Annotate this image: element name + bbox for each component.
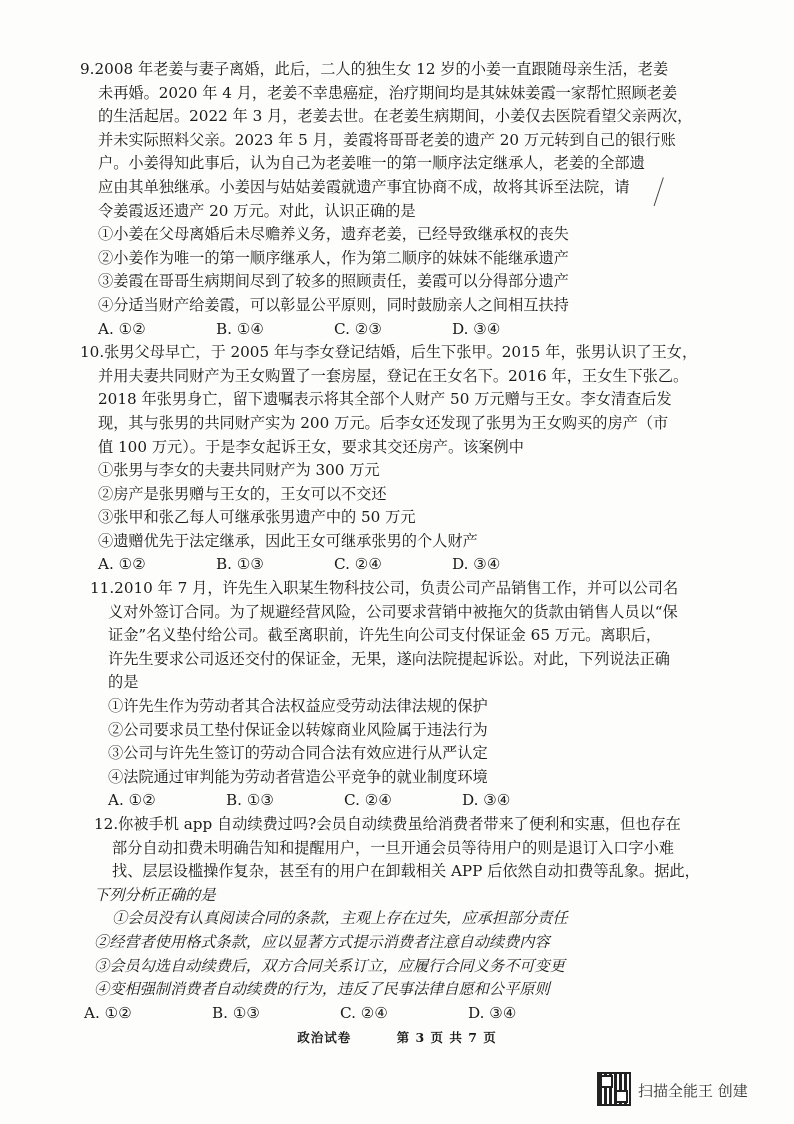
option-1: ①小姜在父母离婚后未尽赡养义务，遗弃老姜，已经导致继承权的丧失 [98,225,569,244]
option-4: ④遗赠优先于法定继承，因此王女可继承张男的个人财产 [98,531,478,550]
option-3: ③公司与许先生签订的劳动合同合法有效应进行从严认定 [108,744,488,763]
question-text-line: 义对外签订合同。为了规避经营风险，公司要求营销中被拖欠的货款由销售人员以“保 [108,602,678,621]
question-9 [80,58,693,341]
option-2: ②小姜作为唯一的第一顺序继承人，作为第二顺序的妹妹不能继承遗产 [98,248,569,267]
option-2: ②公司要求员工垫付保证金以转嫁商业风险属于违法行为 [108,720,488,739]
question-10 [80,341,698,577]
footer-subject: 政治试卷 [297,1030,352,1045]
questions-area [80,58,700,1025]
option-2: ②房产是张男赠与王女的，王女可以不交还 [98,484,387,503]
question-text-line: 下列分析正确的是 [94,885,216,904]
question-text-line: 并未实际照料父亲。2023 年 5 月，姜霞将哥哥老姜的遗产 20 万元转到自己的银行账 [98,130,676,149]
question-12 [84,813,700,1025]
choice-d: D. ③④ [452,555,501,574]
question-text-line: 10.张男父母早亡，于 2005 年与李女登记结婚，后生下张甲。2015 年，张男认识了王女， [80,343,698,362]
option-1: ①张男与李女的夫妻共同财产为 300 万元 [98,461,380,480]
option-4: ④分适当财产给姜霞，可以彰显公平原则，同时鼓励亲人之间相互扶持 [98,295,569,314]
choice-b: B. ①④ [216,319,265,338]
question-text-line: 并用夫妻共同财产为王女购置了一套房屋，登记在王女名下。2016 年，王女生下张乙。 [98,366,689,385]
footer-page-number: 第 3 页 共 7 页 [396,1030,497,1045]
choice-d: D. ③④ [452,319,501,338]
answer-choices [66,1002,680,1026]
option-2: ②经营者使用格式条款，应以显著方式提示消费者注意自动续费内容 [94,932,550,951]
choice-a: A. ①② [98,555,146,574]
question-text-line: 部分自动扣费未明确告知和提醒用户，一旦开通会员等待用户的则是退订入口字小难 [112,838,674,857]
choice-c: C. ②③ [334,319,382,338]
option-3: ③姜霞在哥哥生病期间尽到了较多的照顾责任，姜霞可以分得部分遗产 [98,272,569,291]
question-text-line: 11.2010 年 7 月，许先生入职某生物科技公司，负责公司产品销售工作，并可以公司名 [90,579,679,598]
question-text-line: 证金”名义垫付给公司。截至离职前，许先生向公司支付保证金 65 万元。离职后， [108,626,662,645]
option-3: ③张甲和张乙每人可继承张男遗产中的 50 万元 [98,508,416,527]
page-footer [0,1028,794,1046]
option-1: ①会员没有认真阅读合同的条款，主观上存在过失，应承担部分责任 [112,909,568,928]
choice-d: D. ③④ [462,791,511,810]
choice-b: B. ①③ [212,1003,261,1022]
question-text-line: 许先生要求公司返还交付的保证金，无果，遂向法院提起诉讼。对此，下列说法正确 [108,649,670,668]
question-text-line: 12.你被手机 app 自动续费过吗?会员自动续费虽给消费者带来了便利和实惠，但也存在 [94,815,681,833]
question-text-line: 值 100 万元）。于是李女起诉王女，要求其交还房产。该案例中 [98,437,524,456]
question-text-line: 的生活起居。2022 年 3 月，老姜去世。在老姜生病期间，小姜仅去医院看望父亲两次， [98,107,693,126]
choice-d: D. ③④ [468,1003,517,1022]
qr-code-icon [597,1072,631,1106]
choice-c: C. ②④ [334,555,382,574]
answer-choices [80,553,680,577]
choice-b: B. ①③ [216,555,265,574]
question-text-line: 未再婚。2020 年 4 月，老姜不幸患癌症，治疗期间均是其妹妹姜霞一家帮忙照顾老姜 [98,83,678,102]
option-4: ④法院通过审判能为劳动者营造公平竞争的就业制度环境 [108,767,488,786]
choice-b: B. ①③ [226,791,275,810]
answer-choices [80,318,680,342]
question-text-line: 现，其与张男的共同财产实为 200 万元。后李女还发现了张男为王女购买的房产（市 [98,413,669,432]
choice-c: C. ②④ [340,1003,388,1022]
scanner-watermark: 扫描全能王 创建 [638,1082,748,1100]
question-text-line: 找、层层设槛操作复杂，甚至有的用户在卸载相关 APP 后依然自动扣费等乱象。据此， [112,862,700,881]
option-1: ①许先生作为劳动者其合法权益应受劳动法律法规的保护 [108,697,488,716]
option-4: ④变相强制消费者自动续费的行为，违反了民事法律自愿和公平原则 [94,980,550,999]
question-text-line: 的是 [108,673,139,692]
choice-a: A. ①② [98,319,146,338]
choice-a: A. ①② [108,791,156,810]
question-11 [90,577,680,813]
question-text-line: 9.2008 年老姜与妻子离婚，此后，二人的独生女 12 岁的小姜一直跟随母亲生活，老姜 [80,60,669,78]
question-text-line: 令姜霞返还遗产 20 万元。对此，认识正确的是 [98,201,416,220]
choice-a: A. ①② [84,1003,132,1022]
question-text-line: 应由其单独继承。小姜因与姑姑姜霞就遗产事宜协商不成，故将其诉至法院，请 [98,177,630,196]
question-text-line: 2018 年张男身亡，留下遗嘱表示将其全部个人财产 50 万元赠与王女。李女清查后发 [98,390,672,409]
question-text-line: 户。小姜得知此事后，认为自己为老姜唯一的第一顺序法定继承人，老姜的全部遗 [98,154,645,173]
answer-choices [90,789,680,813]
choice-c: C. ②④ [344,791,392,810]
option-3: ③会员勾选自动续费后，双方合同关系订立，应履行合同义务不可变更 [94,956,565,975]
